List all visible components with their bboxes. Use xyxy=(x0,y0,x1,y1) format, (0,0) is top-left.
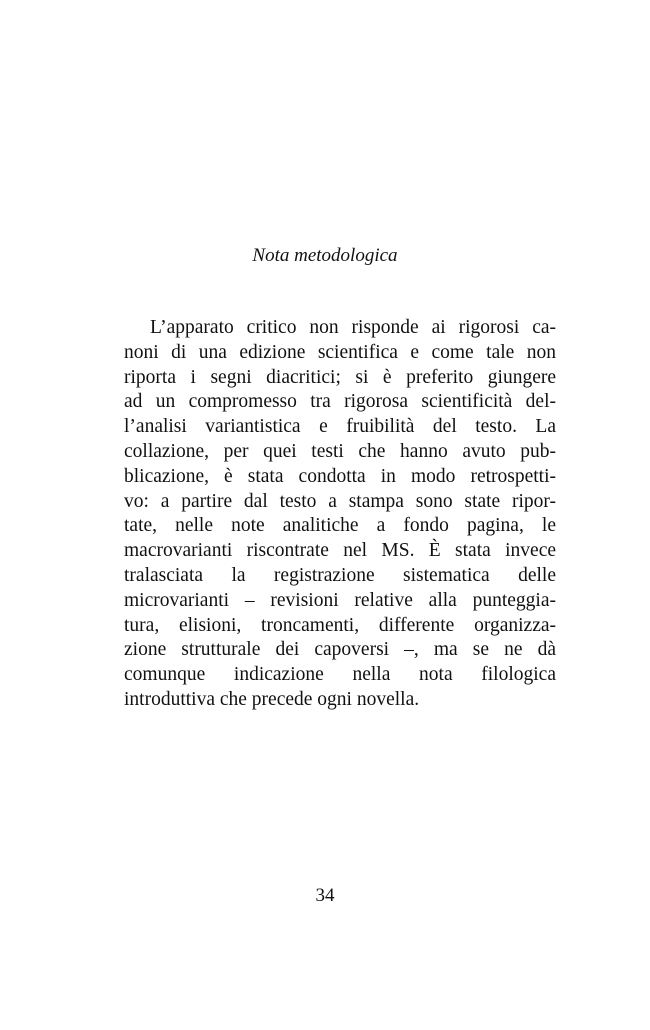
paragraph-line: l’analisi variantistica e fruibilità del testo. La xyxy=(124,416,556,438)
paragraph-line: L’apparato critico non risponde ai rigorosi ca- xyxy=(150,317,556,338)
paragraph-line: riporta i segni diacritici; si è preferito giungere xyxy=(124,366,556,388)
page-number: 34 xyxy=(315,885,335,906)
paragraph-line: zione strutturale dei capoversi –, ma se ne dà xyxy=(124,639,556,661)
paragraph-line: ad un compromesso tra rigorosa scientificità del- xyxy=(124,391,556,413)
section-title: Nota metodologica xyxy=(252,245,398,266)
paragraph-line: macrovarianti riscontrate nel MS. È stata invece xyxy=(124,540,556,562)
paragraph-line: comunque indicazione nella nota filologica xyxy=(124,664,556,686)
paragraph-line: tralasciata la registrazione sistematica delle xyxy=(124,564,556,586)
paragraph-line: tate, nelle note analitiche a fondo pagina, le xyxy=(124,515,556,537)
paragraph-line: blicazione, è stata condotta in modo retrospetti- xyxy=(124,465,556,487)
paragraph-line: introduttiva che precede ogni novella. xyxy=(124,688,420,710)
paragraph-line: microvarianti – revisioni relative alla punteggia- xyxy=(124,589,556,611)
paragraph-line: collazione, per quei testi che hanno avuto pub- xyxy=(124,440,556,462)
body-paragraph xyxy=(124,316,556,713)
paragraph-line: vo: a partire dal testo a stampa sono state ripor- xyxy=(124,490,556,512)
paragraph-line: noni di una edizione scientifica e come tale non xyxy=(124,341,556,363)
paragraph-line: tura, elisioni, troncamenti, differente organizza- xyxy=(124,614,556,636)
